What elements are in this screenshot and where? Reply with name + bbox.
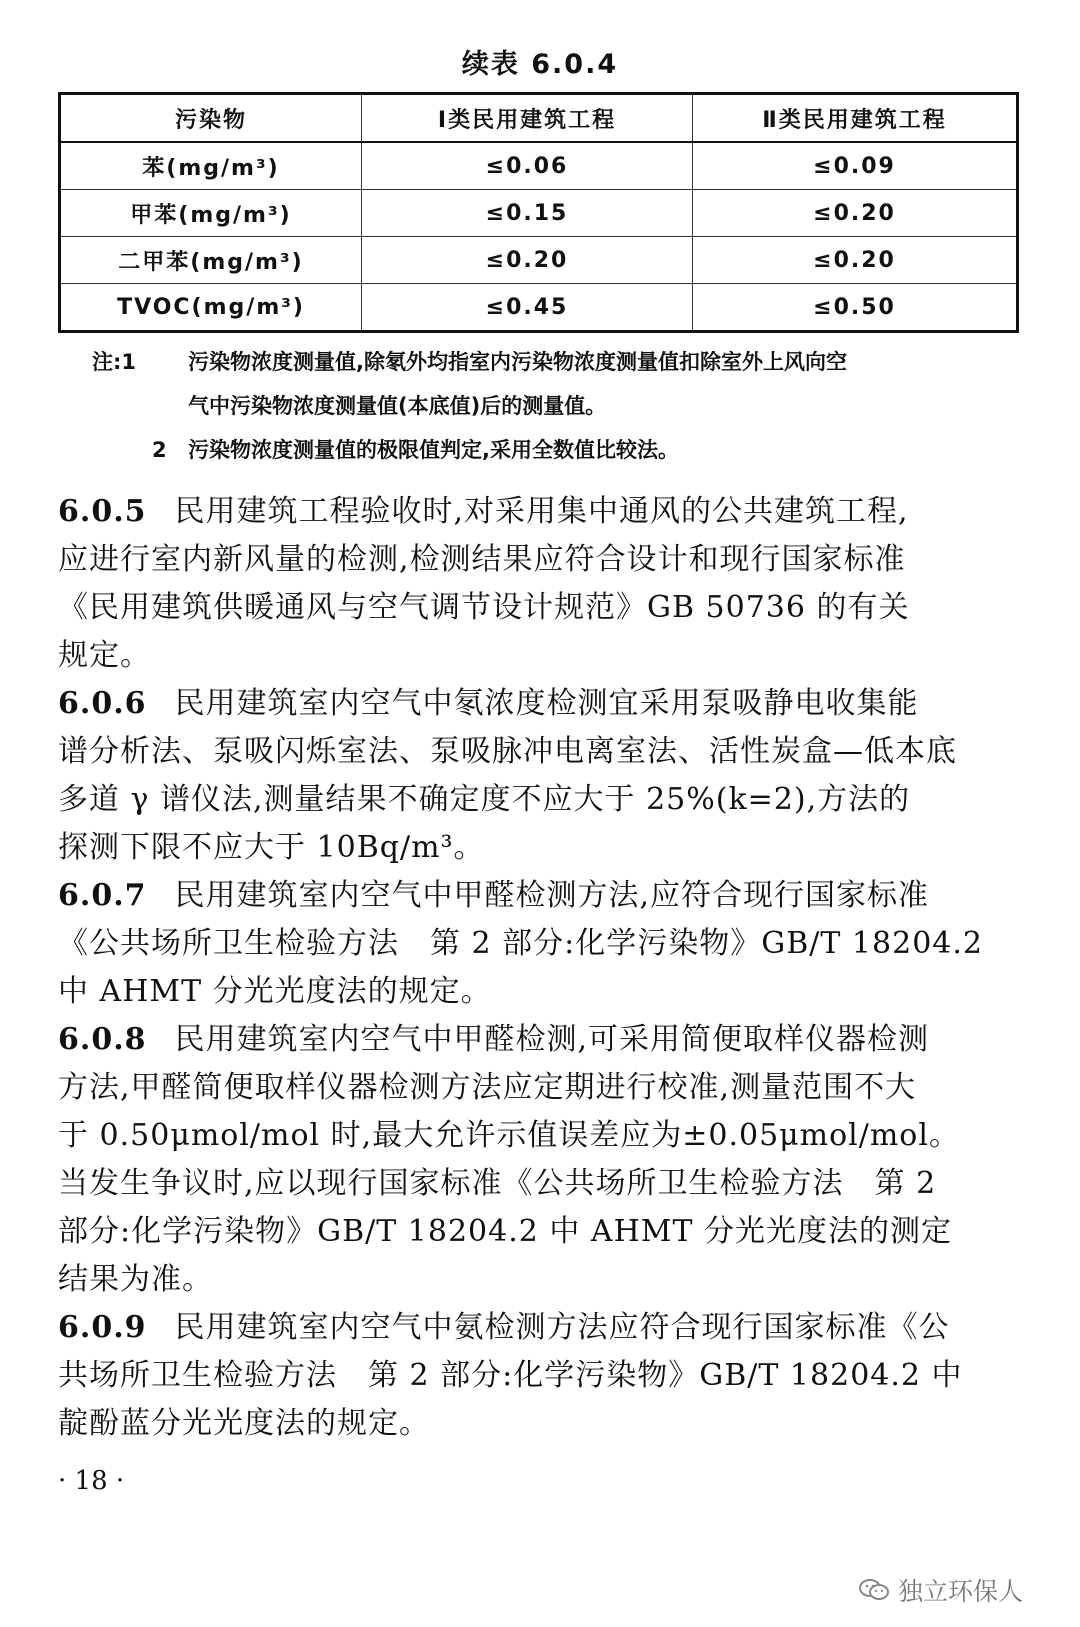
cell-class-2: ≤0.50 — [693, 284, 1018, 332]
clause-line — [58, 680, 1018, 728]
clause-line: 规定。 — [58, 638, 151, 673]
header-pollutant: 污染物 — [60, 94, 362, 143]
cell-pollutant: 苯(mg/m³) — [60, 142, 362, 190]
clause-6-0-8 — [58, 1016, 1018, 1304]
clause-line: 部分:化学污染物》GB/T 18204.2 中 AHMT 分光光度法的测定 — [58, 1214, 952, 1249]
table-notes — [92, 340, 1022, 472]
clause-number: 6.0.6 — [58, 686, 147, 721]
cell-class-2: ≤0.20 — [693, 237, 1018, 284]
cell-class-1: ≤0.20 — [362, 237, 693, 284]
note-2-text: 污染物浓度测量值的极限值判定,采用全数值比较法。 — [188, 438, 679, 462]
watermark — [858, 1572, 1023, 1608]
table-header-row — [60, 94, 1018, 143]
pollutant-limits-table — [58, 92, 1019, 333]
clause-line: 中 AHMT 分光光度法的规定。 — [58, 974, 492, 1009]
clause-line: 探测下限不应大于 10Bq/m³。 — [58, 830, 485, 865]
clause-number: 6.0.9 — [58, 1310, 147, 1345]
clause-text: 民用建筑室内空气中甲醛检测方法,应符合现行国家标准 — [174, 878, 930, 913]
clause-number: 6.0.8 — [58, 1022, 147, 1057]
clause-line: 当发生争议时,应以现行国家标准《公共场所卫生检验方法 第 2 — [58, 1166, 937, 1201]
clause-number: 6.0.5 — [58, 494, 147, 529]
clause-6-0-6 — [58, 680, 1018, 872]
clause-line: 共场所卫生检验方法 第 2 部分:化学污染物》GB/T 18204.2 中 — [58, 1358, 963, 1393]
note-1-line-2: 气中污染物浓度测量值(本底值)后的测量值。 — [188, 394, 607, 418]
clause-line — [58, 488, 1018, 536]
cell-class-2: ≤0.09 — [693, 142, 1018, 190]
clause-line: 结果为准。 — [58, 1262, 213, 1297]
cell-pollutant: 甲苯(mg/m³) — [60, 190, 362, 237]
table-row — [60, 190, 1018, 237]
clause-text: 民用建筑室内空气中甲醛检测,可采用简便取样仪器检测 — [174, 1022, 930, 1057]
note-1-line-1 — [92, 340, 1022, 384]
table-row — [60, 142, 1018, 190]
table-row — [60, 237, 1018, 284]
wechat-icon — [858, 1577, 890, 1603]
clause-line: 靛酚蓝分光光度法的规定。 — [58, 1406, 430, 1441]
clause-line: 应进行室内新风量的检测,检测结果应符合设计和现行国家标准 — [58, 542, 906, 577]
note-2-number: 2 — [152, 438, 167, 462]
note-2 — [92, 428, 1022, 472]
cell-pollutant: TVOC(mg/m³) — [60, 284, 362, 332]
clause-line: 多道 γ 谱仪法,测量结果不确定度不应大于 25%(k=2),方法的 — [58, 782, 911, 817]
clause-line — [58, 872, 1018, 920]
cell-pollutant: 二甲苯(mg/m³) — [60, 237, 362, 284]
cell-class-1: ≤0.45 — [362, 284, 693, 332]
header-class-2: Ⅱ类民用建筑工程 — [693, 94, 1018, 143]
clause-text: 民用建筑工程验收时,对采用集中通风的公共建筑工程, — [174, 494, 909, 529]
clause-6-0-9 — [58, 1304, 1018, 1448]
clause-line: 谱分析法、泵吸闪烁室法、泵吸脉冲电离室法、活性炭盒—低本底 — [58, 734, 957, 769]
note-1-text: 污染物浓度测量值,除氡外均指室内污染物浓度测量值扣除室外上风向空 — [188, 350, 847, 374]
clause-text: 民用建筑室内空气中氨检测方法应符合现行国家标准《公 — [174, 1310, 950, 1345]
cell-class-2: ≤0.20 — [693, 190, 1018, 237]
clause-6-0-7 — [58, 872, 1018, 1016]
table-title: 续表 6.0.4 — [461, 49, 619, 80]
table-row — [60, 284, 1018, 332]
page-number: · 18 · — [58, 1466, 125, 1496]
clause-line — [58, 1016, 1018, 1064]
watermark-text: 独立环保人 — [898, 1577, 1024, 1606]
clause-text: 民用建筑室内空气中氡浓度检测宜采用泵吸静电收集能 — [174, 686, 919, 721]
clause-line: 《民用建筑供暖通风与空气调节设计规范》GB 50736 的有关 — [58, 590, 910, 625]
clause-number: 6.0.7 — [58, 878, 147, 913]
clause-line: 《公共场所卫生检验方法 第 2 部分:化学污染物》GB/T 18204.2 — [58, 926, 983, 961]
note-prefix: 注:1 — [92, 350, 137, 374]
clause-line — [58, 1304, 1018, 1352]
cell-class-1: ≤0.15 — [362, 190, 693, 237]
clause-line: 方法,甲醛简便取样仪器检测方法应定期进行校准,测量范围不大 — [58, 1070, 917, 1105]
cell-class-1: ≤0.06 — [362, 142, 693, 190]
header-class-1: Ⅰ类民用建筑工程 — [362, 94, 693, 143]
clause-6-0-5 — [58, 488, 1018, 680]
clause-line: 于 0.50μmol/mol 时,最大允许示值误差应为±0.05μmol/mol。 — [58, 1118, 960, 1153]
